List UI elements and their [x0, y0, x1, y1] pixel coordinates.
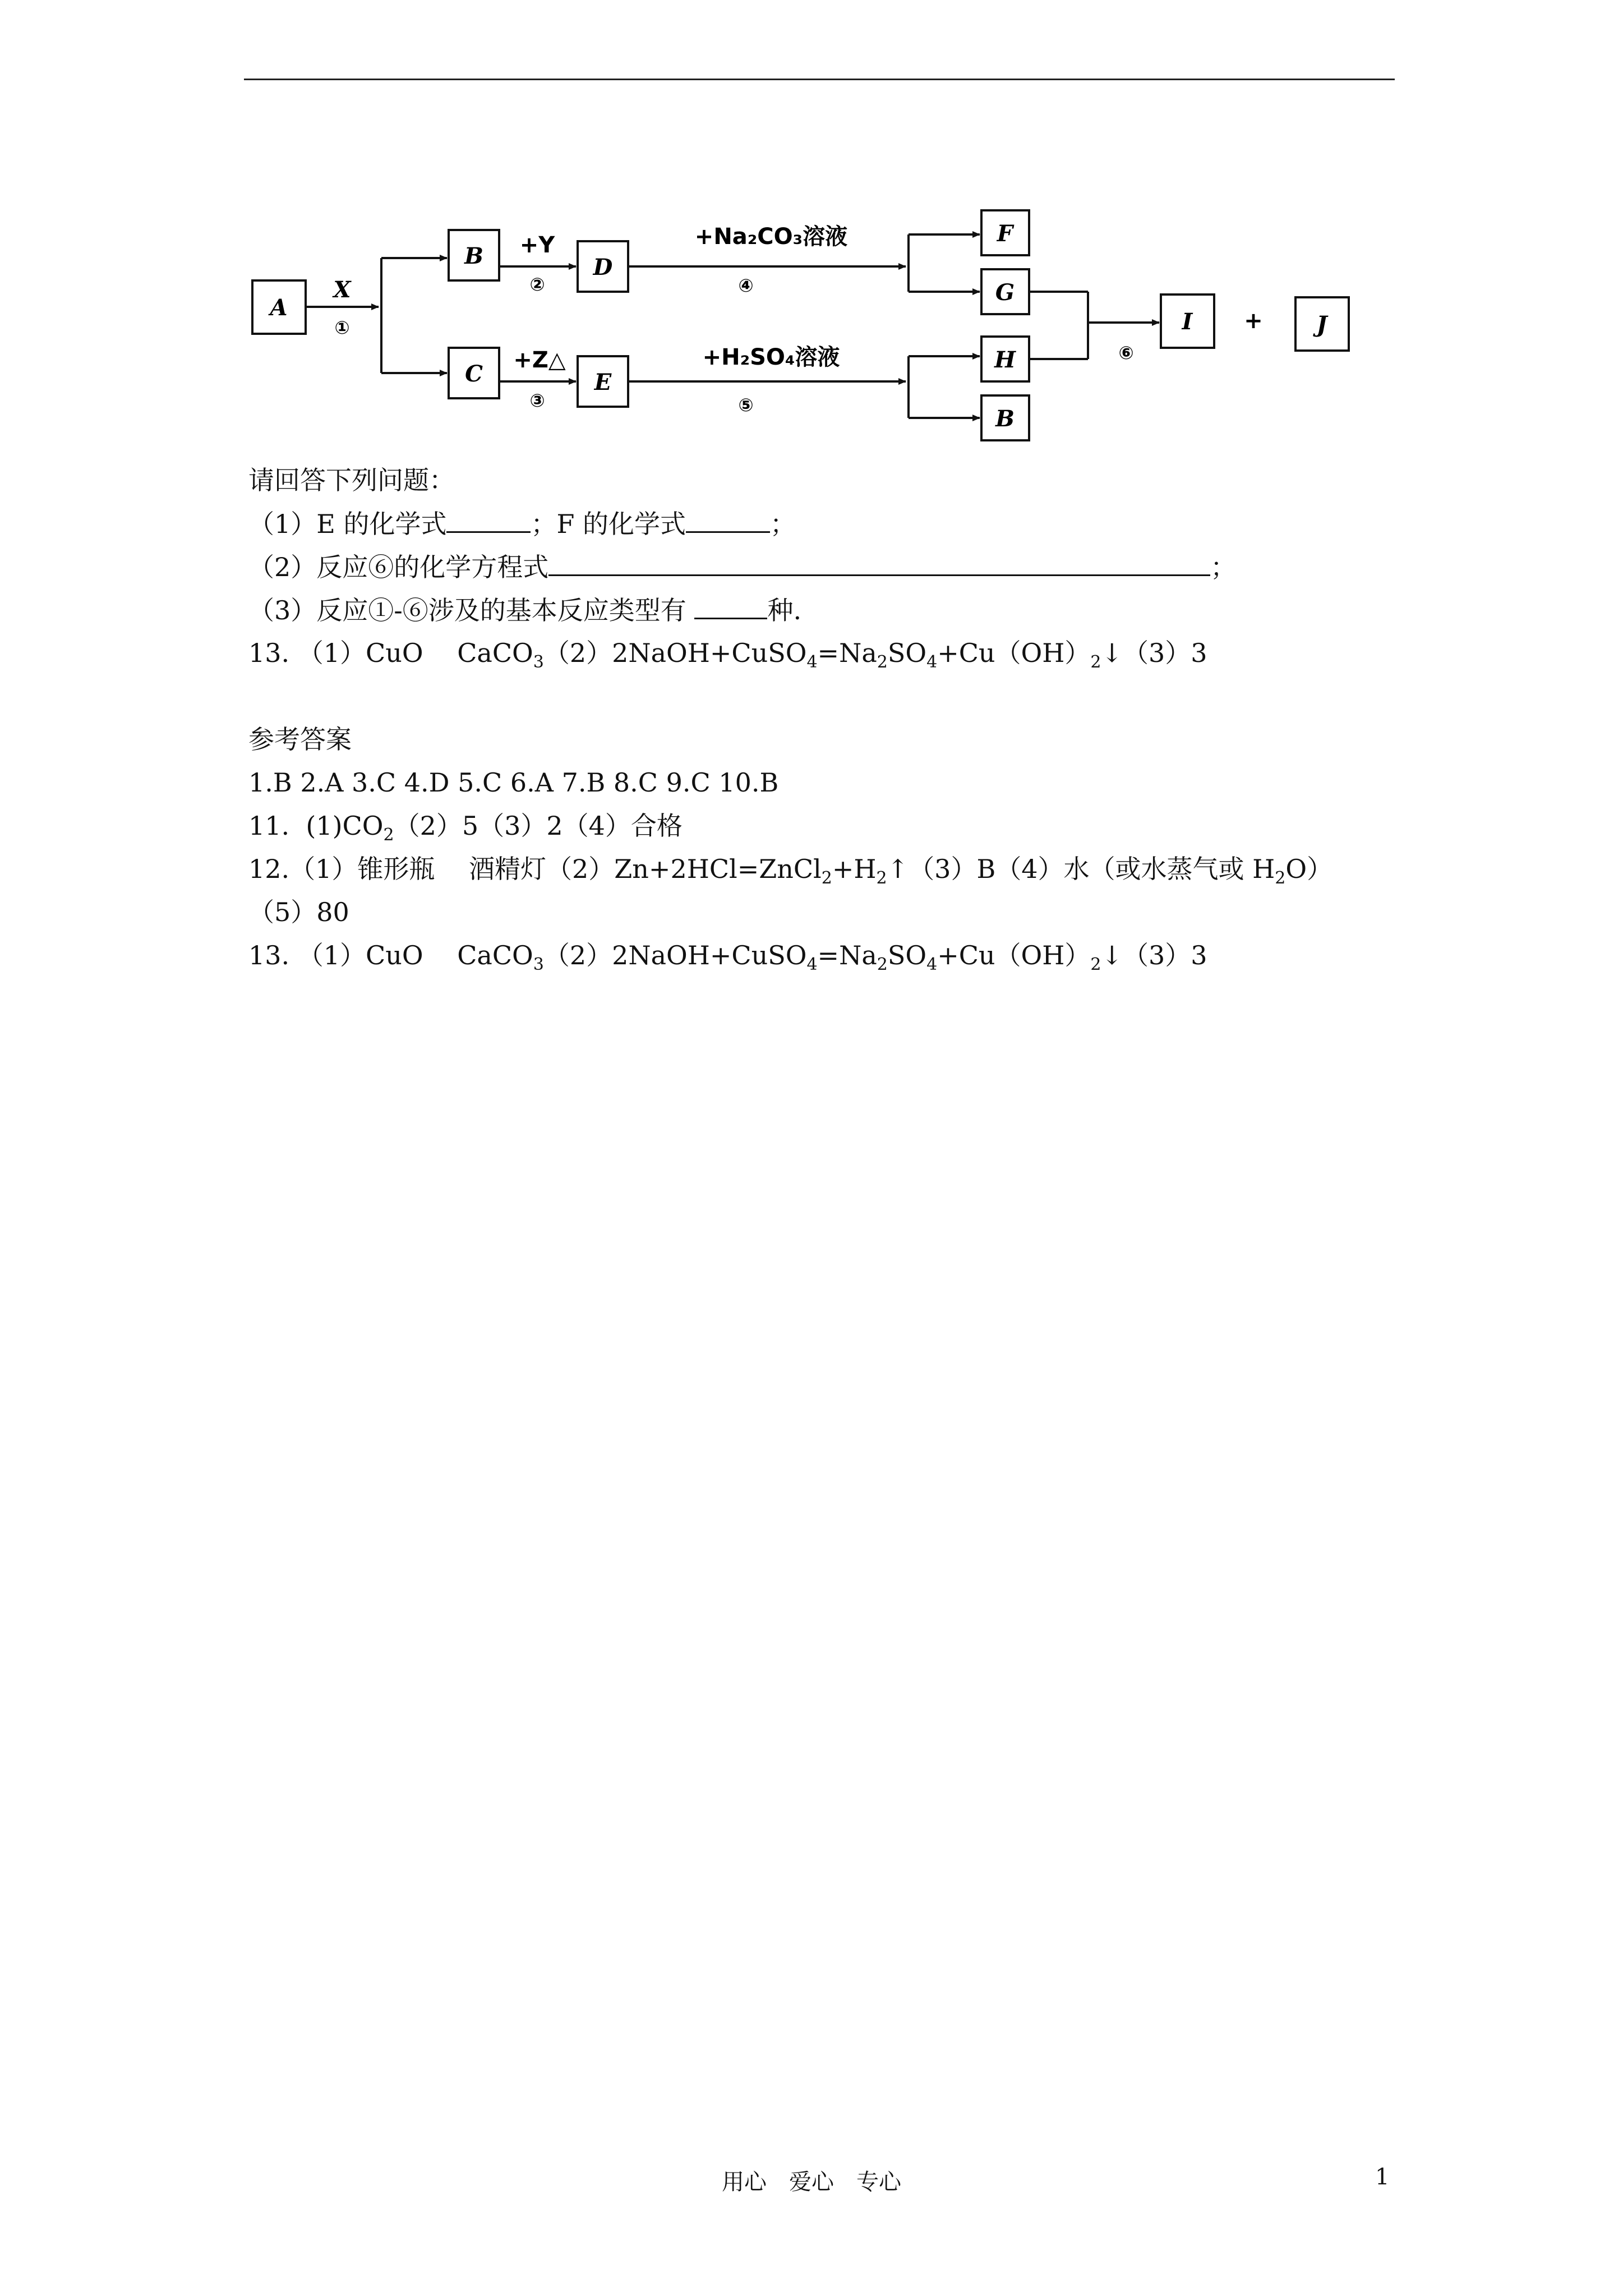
- reaction-3-mark: ③: [529, 390, 545, 411]
- answer-blank-e[interactable]: [446, 507, 531, 533]
- node-e-label: E: [594, 369, 612, 395]
- reagent-x: X: [333, 277, 351, 303]
- answer-blank-f[interactable]: [686, 507, 770, 533]
- question-1: （1）E 的化学式 ；F 的化学式 ；: [248, 507, 796, 541]
- answer-key-title: 参考答案: [248, 724, 352, 754]
- node-a-label: A: [270, 295, 288, 321]
- reaction-1-mark: ①: [334, 317, 350, 338]
- answer-key-line-13: 13. （1）CuO $CaCO_3(2)2NaOH+CuSO_4=Na_2SO_4+Cu(OH)_2↓(3)3$: [248, 940, 1207, 974]
- node-c-label: C: [465, 361, 483, 387]
- plus-sign: +: [1244, 308, 1263, 334]
- question-3: （3）反应①-⑥涉及的基本反应类型有 种.: [248, 593, 801, 627]
- node-b2-label: B: [995, 406, 1015, 432]
- node-b-label: B: [464, 243, 483, 269]
- reagent-na2co3: +Na₂CO₃溶液: [694, 224, 848, 250]
- answer-blank-types[interactable]: [694, 593, 767, 619]
- node-d-label: D: [593, 254, 613, 280]
- answer-key-line-12: 12.（1）锥形瓶 酒精灯$(2)Zn+2HCl=ZnCl_2+H_2↑(3)B(4)$水（或水蒸气或 $H_2O$）: [248, 854, 1333, 888]
- node-h-label: H: [994, 347, 1016, 373]
- reaction-2-mark: ②: [529, 274, 545, 295]
- question-2: （2）反应⑥的化学方程式 ；: [248, 550, 1236, 584]
- reagent-y: +Y: [519, 232, 555, 258]
- page-number: 1: [1375, 2164, 1390, 2190]
- header-rule: [244, 79, 1395, 80]
- node-f-label: F: [997, 220, 1013, 247]
- answer-blank-equation[interactable]: [548, 550, 1210, 576]
- answer-key-line-1: 1.B 2.A 3.C 4.D 5.C 6.A 7.B 8.C 9.C 10.B: [248, 767, 779, 798]
- reaction-6-mark: ⑥: [1118, 342, 1134, 364]
- reagent-z-heat: +Z△: [513, 347, 566, 373]
- footer-motto: 用心 爱心 专心: [722, 2169, 901, 2195]
- node-g-label: G: [995, 279, 1015, 306]
- reaction-5-mark: ⑤: [738, 394, 754, 416]
- question-prompt: 请回答下列问题：: [248, 465, 455, 495]
- reagent-h2so4: +H₂SO₄溶液: [702, 344, 840, 370]
- answer-13-inline: 13. （1）CuO $CaCO_3(2)2NaOH+CuSO_4=Na_2SO_4+Cu(OH)_2↓(3)3$: [248, 638, 1207, 672]
- node-j-label: J: [1316, 311, 1327, 338]
- reaction-4-mark: ④: [738, 275, 754, 296]
- answer-key-line-12-cont: （5）80: [248, 897, 349, 927]
- node-i-label: I: [1182, 309, 1193, 335]
- reaction-flow-diagram: [247, 196, 1368, 460]
- answer-key-line-11: 11. $(1)CO_2(2)5(3)2(4)$合格: [248, 811, 683, 845]
